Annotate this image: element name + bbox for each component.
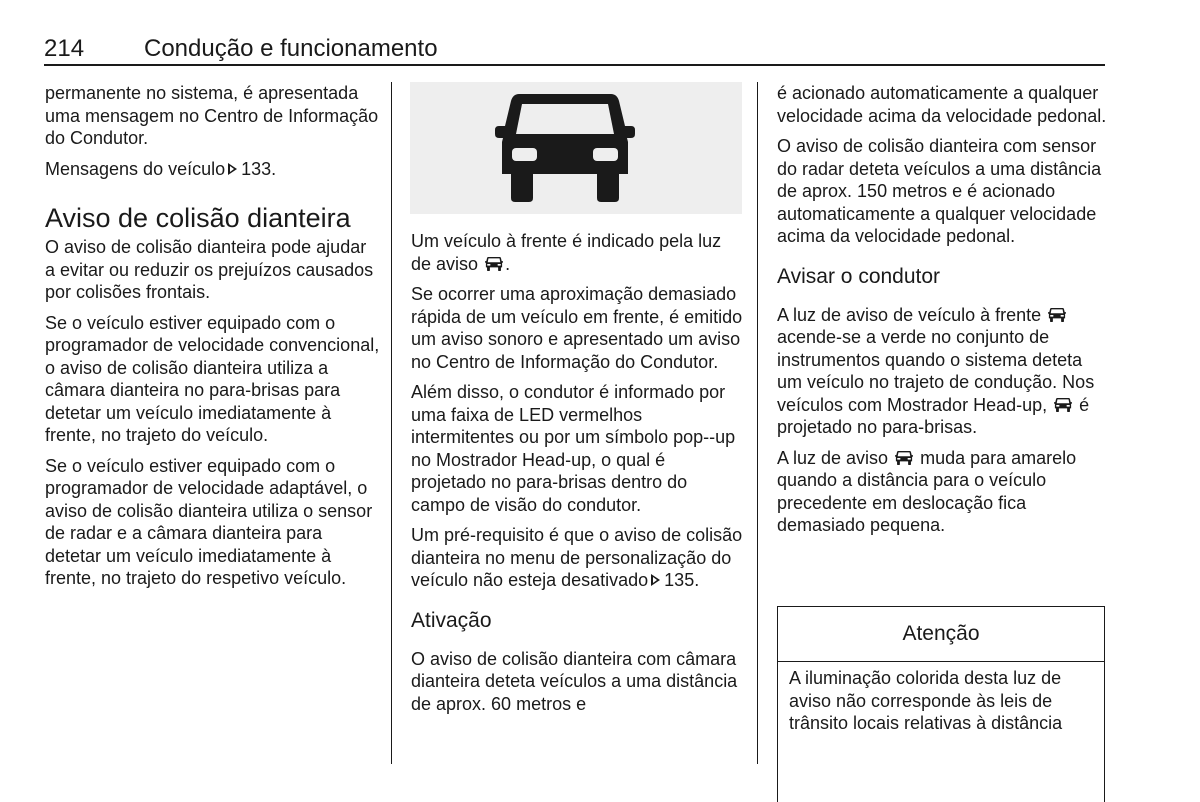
page-header (44, 34, 1104, 66)
subsection-heading: Ativação (411, 608, 492, 632)
vehicle-ahead-icon (485, 257, 503, 271)
subsection-heading: Avisar o condutor (777, 264, 941, 288)
paragraph-with-reference (45, 158, 380, 181)
notice-body: A iluminação colorida desta luz de aviso não corresponde às leis de trânsito locais relativas à distância (789, 668, 1063, 733)
paragraph: Além disso, o condutor é informado por uma faixa de LED vermelhos intermitentes ou por um símbolo pop--up no Mostrador Head-up, o qual é projetado no para-brisas dentro do campo de visão do condutor. (411, 382, 736, 515)
reference-text: Mensagens do veículo (45, 158, 226, 179)
section-heading: Aviso de colisão dianteira (45, 203, 351, 233)
column-1 (45, 82, 380, 598)
paragraph-with-icon: A luz de aviso muda para amarelo quando a distância para o veículo precedente em deslocação fica demasiado pequena. (777, 447, 1077, 535)
notice-title: Atenção (778, 607, 1104, 662)
paragraph-with-reference: Um pré-requisito é que o aviso de colisão dianteira no menu de personalização do veículo não esteja desativado 135. (411, 525, 743, 590)
vehicle-ahead-illustration (410, 82, 742, 214)
paragraph-with-icon: A luz de aviso de veículo à frente acende-se a verde no conjunto de instrumentos quando o sistema deteta um veículo no trajeto de condução. Nos veículos com Mostrador Head-up, é projetado no para-brisas. (777, 304, 1095, 437)
vehicle-ahead-icon (495, 94, 635, 202)
paragraph: O aviso de colisão dianteira pode ajudar a evitar ou reduzir os prejuízos causados por colisões frontais. (45, 237, 374, 302)
paragraph: Se ocorrer uma aproximação demasiado rápida de um veículo em frente, é emitido um aviso sonoro e apresentado um aviso no Centro de Informação do Condutor. (411, 284, 743, 372)
caution-notice-box (777, 606, 1105, 802)
vehicle-ahead-icon (1048, 308, 1066, 322)
paragraph: é acionado automaticamente a qualquer velocidade acima da velocidade pedonal. (777, 83, 1107, 126)
paragraph: O aviso de colisão dianteira com câmara dianteira deteta veículos a uma distância de aprox. 60 metros e (411, 648, 738, 714)
paragraph-with-icon: Um veículo à frente é indicado pela luz de aviso . (411, 231, 722, 274)
paragraph: Se o veículo estiver equipado com o programador de velocidade convencional, o aviso de colisão dianteira utiliza a câmara dianteira no para-brisas para detetar um veículo imediatamente à frente, no trajeto do veículo. (45, 312, 380, 445)
column-3 (777, 82, 1107, 545)
column-2 (411, 82, 743, 723)
vehicle-ahead-icon (1054, 398, 1072, 412)
column-divider (391, 82, 392, 764)
paragraph: permanente no sistema, é apresentada uma mensagem no Centro de Informação do Condutor. (45, 83, 379, 148)
page-reference-arrow-icon (228, 163, 237, 175)
page-number: 214 (44, 35, 85, 62)
page-reference-arrow-icon (651, 574, 660, 586)
vehicle-ahead-icon (895, 451, 913, 465)
column-divider (757, 82, 758, 764)
chapter-title: Condução e funcionamento (144, 35, 438, 62)
paragraph: O aviso de colisão dianteira com sensor do radar deteta veículos a uma distância de aprox. 150 metros e é acionado automaticamente a qualquer velocidade acima da velocidade pedonal. (777, 136, 1102, 246)
reference-page: 133. (241, 158, 277, 179)
header-rule (44, 64, 1105, 66)
paragraph: Se o veículo estiver equipado com o programador de velocidade adaptável, o aviso de colisão dianteira utiliza o sensor de radar e a câmara dianteira para detetar um veículo imediatamente à frente, no trajeto do respetivo veículo. (45, 455, 373, 588)
